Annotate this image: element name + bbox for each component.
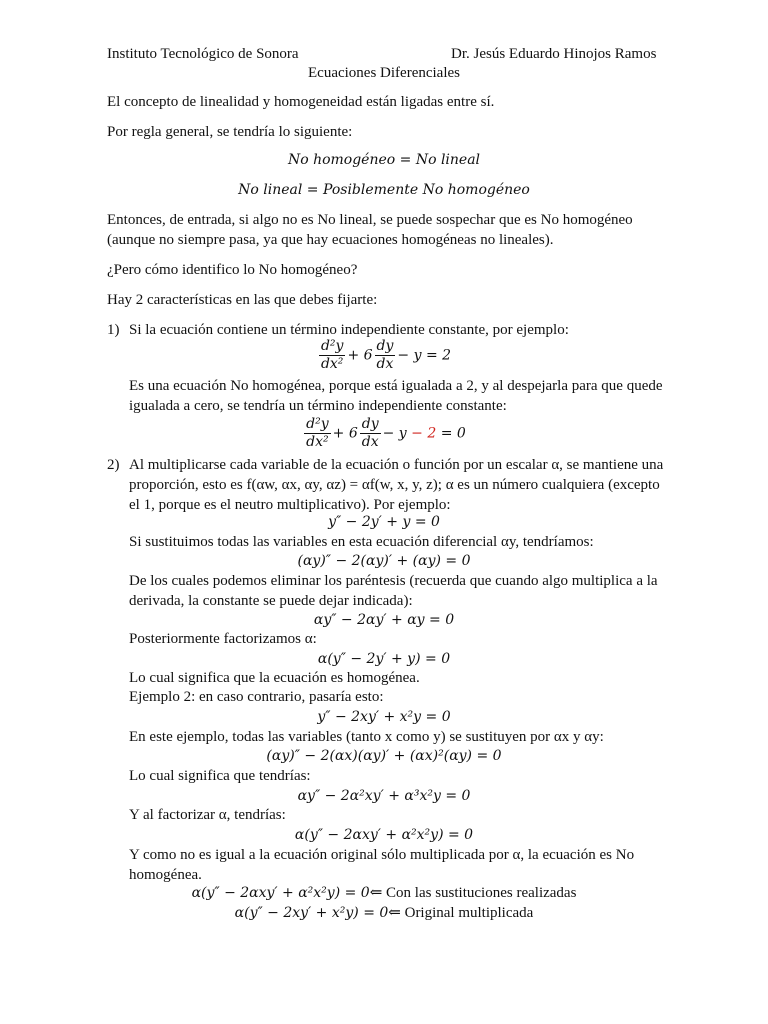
comparison-label-substituted: Con las sustituciones realizadas [382, 885, 577, 901]
header-course: Ecuaciones Diferenciales [308, 65, 460, 81]
left-arrow-icon: ⇐ [369, 885, 383, 901]
item-2-equation-8: α(y″ − 2αxy′ + α²x²y) = 0 [294, 827, 474, 843]
item-2-text-6: Ejemplo 2: en caso contrario, pasaría esto: [129, 689, 384, 705]
fraction-second-derivative: $\frac{\text{d²y}}{\text{dx²}}$ [320, 338, 344, 372]
item-2-text-3: De los cuales podemos eliminar los paréntesis (recuerda que cuando algo multiplica a la derivada, la constante se puede dejar indicada): [129, 573, 658, 609]
rule-equation-2: No lineal = Posiblemente No homogéneo [238, 182, 530, 198]
item-2-text-4: Posteriormente factorizamos α: [129, 631, 317, 647]
left-arrow-icon: ⇐ [388, 905, 401, 921]
item-2-equation-2: (αy)″ − 2(αy)′ + (αy) = 0 [297, 553, 471, 569]
fraction-first-derivative: $\frac{dy}{dx}$ [361, 416, 379, 450]
item-2-equation-1: y″ − 2y′ + y = 0 [328, 514, 440, 530]
item-2-text-2: Si sustituimos todas las variables en esta ecuación diferencial αy, tendríamos: [129, 534, 594, 550]
item-2-equation-7: αy″ − 2α²xy′ + α³x²y = 0 [297, 788, 471, 804]
item-2-equation-4: α(y″ − 2y′ + y) = 0 [317, 651, 451, 667]
fraction-first-derivative: $\frac{dy}{dx}$ [376, 338, 394, 372]
comparison-row-substituted [0, 883, 768, 903]
item-1-text-2: Es una ecuación No homogénea, porque está igualada a 2, y al despejarla para que quede igualada a cero, se tendría un término independiente constante: [129, 378, 663, 414]
comparison-row-original [0, 903, 768, 923]
header-institution: Instituto Tecnológico de Sonora [107, 46, 299, 62]
intro-question: ¿Pero cómo identifico lo No homogéneo? [107, 262, 358, 278]
intro-paragraph-1: El concepto de linealidad y homogeneidad están ligadas entre sí. [107, 94, 495, 110]
comparison-equation-substituted: α(y″ − 2αxy′ + α²x²y) = 0 [191, 885, 370, 901]
comparison-label-original: Original multiplicada [400, 905, 534, 921]
item-2-text-10: Y como no es igual a la ecuación original sólo multiplicada por α, la ecuación es No homogénea. [129, 847, 635, 883]
item-2-text-1: Al multiplicarse cada variable de la ecuación o función por un escalar α, se mantiene una proporción, esto es f(αw, αx, αy, αz) = αf(w, x, y, z); α es un número cualquiera (excepto el 1, porque es el neutro multiplicativo). Por ejemplo: [129, 457, 664, 513]
fraction-second-derivative: $\frac{\text{d²y}}{\text{dx²}}$ [306, 416, 329, 450]
item-2-number: 2) [107, 457, 120, 473]
item-1-number: 1) [107, 322, 120, 338]
item-1-text-1: Si la ecuación contiene un término independiente constante, por ejemplo: [129, 322, 569, 338]
header-author: Dr. Jesús Eduardo Hinojos Ramos [451, 46, 657, 62]
item-2-equation-5: y″ − 2xy′ + x²y = 0 [317, 709, 451, 725]
item-2-text-7: En este ejemplo, todas las variables (tanto x como y) se sustituyen por αx y αy: [129, 729, 604, 745]
independent-term-highlight: − 2 [411, 425, 437, 442]
comparison-equation-original: α(y″ − 2xy′ + x²y) = 0 [234, 905, 389, 921]
intro-paragraph-3: Entonces, de entrada, si algo no es No lineal, se puede sospechar que es No homogéneo (aunque no siempre pasa, ya que hay ecuaciones homogéneas no lineales). [107, 212, 633, 248]
item-2-equation-3: αy″ − 2αy′ + αy = 0 [313, 612, 455, 628]
item-1-equation-1: $\frac{\text{d²y}}{\text{dx²}}$ + 6 $\frac{dy}{dx}$ − y = 2 [320, 338, 452, 372]
item-1-equation-2: $\frac{\text{d²y}}{\text{dx²}}$ + 6 $\frac{dy}{dx}$ − y − 2 = 0 [306, 416, 466, 450]
rule-equation-1: No homogéneo = No lineal [287, 152, 481, 168]
item-2-text-8: Lo cual significa que tendrías: [129, 768, 311, 784]
intro-paragraph-2: Por regla general, se tendría lo siguiente: [107, 124, 353, 140]
intro-paragraph-5: Hay 2 características en las que debes fijarte: [107, 292, 378, 308]
item-2-text-5: Lo cual significa que la ecuación es homogénea. [129, 670, 420, 686]
item-2-equation-6: (αy)″ − 2(αx)(αy)′ + (αx)²(αy) = 0 [266, 748, 502, 764]
item-2-text-9: Y al factorizar α, tendrías: [129, 807, 286, 823]
